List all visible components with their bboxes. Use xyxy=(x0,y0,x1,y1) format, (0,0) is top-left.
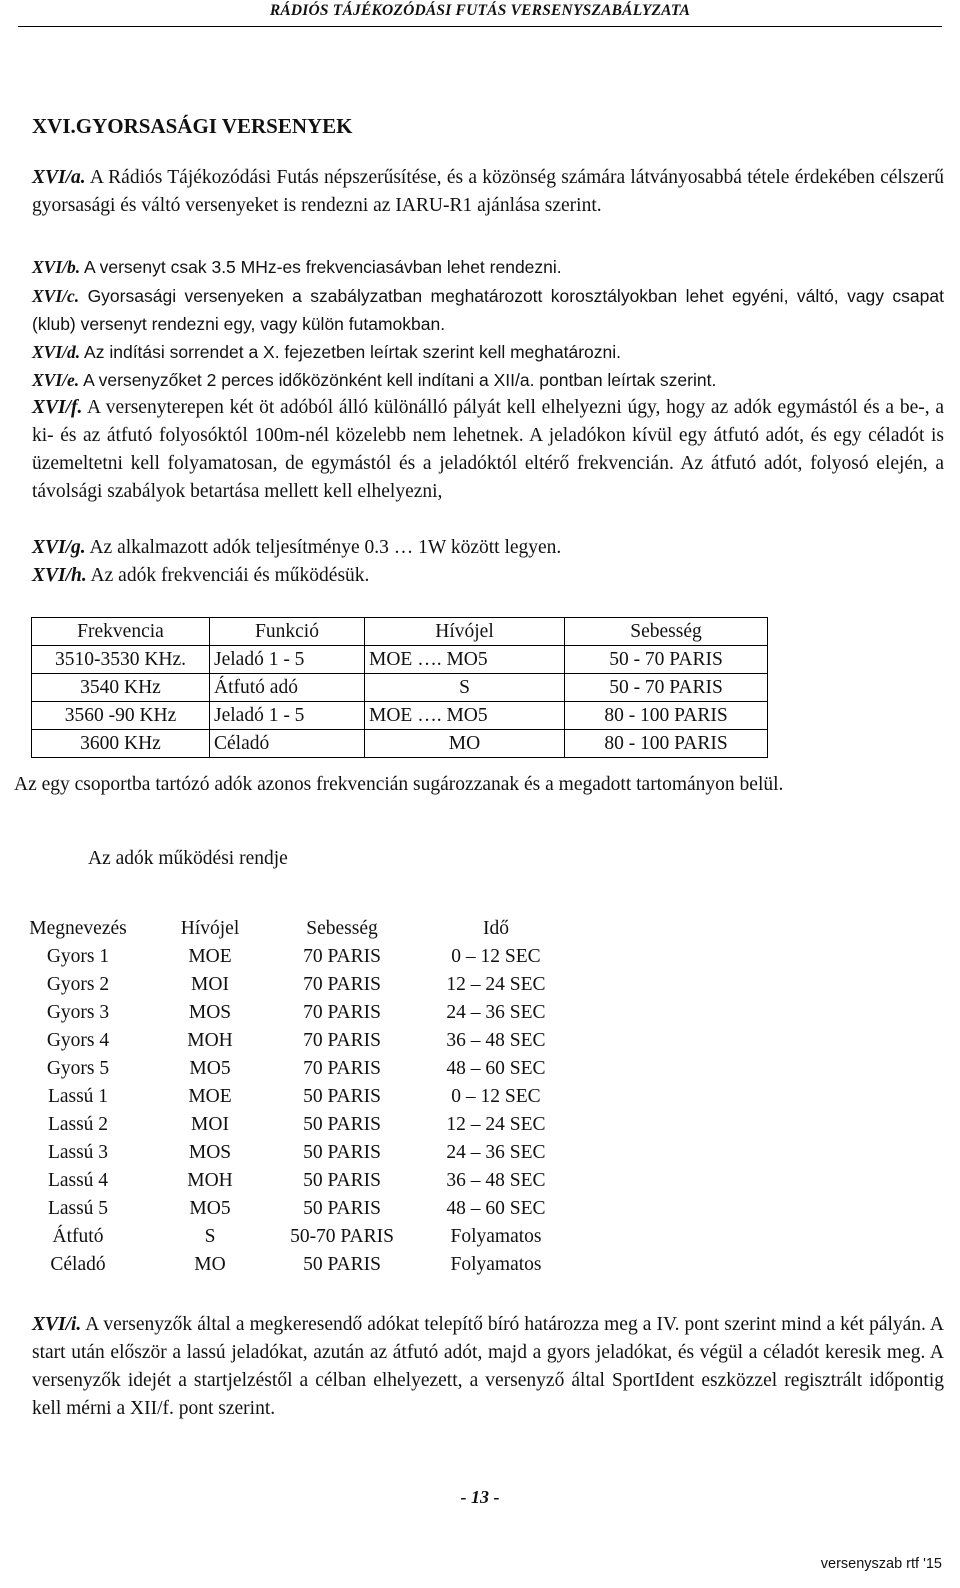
rule-xvi-e xyxy=(32,366,944,394)
cell-time: 48 – 60 SEC xyxy=(446,1198,546,1219)
rule-text: Az indítási sorrendet a X. fejezetben leírtak szerint kell meghatározni. xyxy=(80,342,621,362)
rule-text: A Rádiós Tájékozódási Futás népszerűsítése, és a közönség számára látványosabbá tétele érdekében célszerű gyorsasági és váltó versenyeket is rendezni az IARU-R1 ajánlása szerint. xyxy=(32,167,944,216)
cell-name: Lassú 5 xyxy=(47,1198,109,1219)
rule-text: A versenyzők által a megkeresendő adókat telepítő bíró határozza meg a IV. pont szerint mind a két pályán. A start után először a lassú jeladókat, azután az átfutó adót, majd a gyors jeladókat, és végül a céladót keresik meg. A versenyzők idejét a startjelzéstől a célban elhelyezett, a versenyző által SportIdent eszközzel regisztrált időpontig kell mérni a XII/f. pont szerint. xyxy=(32,1314,944,1419)
rule-text: A versenyterepen két öt adóból álló különálló pályát kell elhelyezni úgy, hogy az adók egymástól és a be-, a ki- és az átfutó folyosóktól 100m-nél közelebb nem lehetnek. A jeladókon kívül egy átfutó adót, és egy céladót is üzemeltetni kell folyamatosan, de egymástól és a jeladóktól eltérő frekvencián. Az átfutó adót, folyosó elején, a távolsági szabályok betartása mellett kell elhelyezni, xyxy=(32,397,944,502)
cell-speed: 50 PARIS xyxy=(303,1086,381,1107)
rule-label: XVI/i. xyxy=(32,1314,82,1335)
table-row xyxy=(14,1027,586,1055)
cell-name: Átfutó xyxy=(52,1226,104,1247)
column-header: Sebesség xyxy=(306,918,378,939)
cell-callsign: MOE …. MO5 xyxy=(365,702,565,730)
rule-text: Az alkalmazott adók teljesítménye 0.3 … 1W között legyen. xyxy=(85,537,562,558)
cell-speed: 70 PARIS xyxy=(303,1058,381,1079)
rule-xvi-c xyxy=(32,282,944,338)
cell-callsign: MO5 xyxy=(189,1198,231,1219)
file-name: versenyszab rtf '15 xyxy=(820,1556,942,1572)
cell-function: Jeladó 1 - 5 xyxy=(210,646,365,674)
column-header: Megnevezés xyxy=(29,918,127,939)
rule-label: XVI/b. xyxy=(32,257,81,277)
table-row xyxy=(14,1139,586,1167)
cell-time: Folyamatos xyxy=(450,1254,542,1275)
cell-speed: 50 PARIS xyxy=(303,1114,381,1135)
cell-frequency: 3600 KHz xyxy=(32,730,210,758)
cell-callsign: MOS xyxy=(188,1142,232,1163)
table-header-row xyxy=(32,618,768,646)
table-row xyxy=(14,1195,586,1223)
table-row xyxy=(32,674,768,702)
table-row xyxy=(32,702,768,730)
cell-time: Folyamatos xyxy=(450,1226,542,1247)
cell-name: Céladó xyxy=(50,1254,106,1275)
table-row xyxy=(14,1111,586,1139)
running-header: RÁDIÓS TÁJÉKOZÓDÁSI FUTÁS VERSENYSZABÁLYZATA xyxy=(269,2,691,19)
frequency-table xyxy=(31,617,768,758)
cell-name: Gyors 1 xyxy=(46,946,110,967)
cell-callsign: MOI xyxy=(191,1114,229,1135)
cell-name: Gyors 5 xyxy=(46,1058,110,1079)
rule-label: XVI/f. xyxy=(32,397,83,418)
column-header: Hívójel xyxy=(180,918,240,939)
cell-callsign: MOH xyxy=(187,1030,233,1051)
cell-speed: 70 PARIS xyxy=(303,974,381,995)
rule-xvi-i xyxy=(32,1311,944,1423)
cell-callsign: MOE xyxy=(188,1086,232,1107)
cell-function: Jeladó 1 - 5 xyxy=(210,702,365,730)
cell-time: 36 – 48 SEC xyxy=(446,1170,546,1191)
cell-time: 36 – 48 SEC xyxy=(446,1030,546,1051)
cell-speed: 50-70 PARIS xyxy=(290,1226,394,1247)
column-header: Funkció xyxy=(210,618,365,646)
cell-speed: 80 - 100 PARIS xyxy=(565,730,768,758)
cell-function: Céladó xyxy=(210,730,365,758)
table-row xyxy=(32,730,768,758)
cell-callsign: MO xyxy=(365,730,565,758)
rule-xvi-g xyxy=(32,534,944,562)
cell-time: 24 – 36 SEC xyxy=(446,1002,546,1023)
cell-frequency: 3510-3530 KHz. xyxy=(32,646,210,674)
column-header: Hívójel xyxy=(365,618,565,646)
rule-xvi-f xyxy=(32,394,944,506)
cell-callsign: MOE …. MO5 xyxy=(365,646,565,674)
cell-time: 24 – 36 SEC xyxy=(446,1142,546,1163)
cell-time: 12 – 24 SEC xyxy=(446,1114,546,1135)
schedule-title: Az adók működési rendje xyxy=(88,848,288,869)
cell-callsign: MOI xyxy=(191,974,229,995)
cell-speed: 50 - 70 PARIS xyxy=(565,646,768,674)
schedule-table xyxy=(14,915,586,1279)
rule-text: A versenyzőket 2 perces időközönként kell indítani a XII/a. pontban leírtak szerint. xyxy=(79,370,717,390)
table-row xyxy=(14,971,586,999)
cell-speed: 50 PARIS xyxy=(303,1170,381,1191)
rule-text: A versenyt csak 3.5 MHz-es frekvenciasávban lehet rendezni. xyxy=(80,257,562,277)
cell-name: Gyors 2 xyxy=(46,974,110,995)
cell-callsign: MOE xyxy=(188,946,232,967)
table-row xyxy=(14,1055,586,1083)
rule-label: XVI/h. xyxy=(32,565,87,586)
page-number: - 13 - xyxy=(460,1487,500,1507)
table-row xyxy=(14,1223,586,1251)
cell-time: 0 – 12 SEC xyxy=(451,946,541,967)
cell-name: Lassú 3 xyxy=(47,1142,109,1163)
rule-label: XVI/g. xyxy=(32,537,86,558)
section-title: XVI.GYORSASÁGI VERSENYEK xyxy=(32,114,353,138)
cell-time: 48 – 60 SEC xyxy=(446,1058,546,1079)
rule-label: XVI/a. xyxy=(32,167,86,188)
table-row xyxy=(32,646,768,674)
cell-name: Gyors 3 xyxy=(46,1002,110,1023)
cell-time: 12 – 24 SEC xyxy=(446,974,546,995)
rule-label: XVI/c. xyxy=(32,286,80,306)
rule-label: XVI/d. xyxy=(32,342,81,362)
rule-xvi-h xyxy=(32,562,944,590)
rule-text: Az adók frekvenciái és működésük. xyxy=(86,565,370,586)
rule-xvi-b xyxy=(32,253,944,281)
cell-callsign: MO5 xyxy=(189,1058,231,1079)
cell-name: Lassú 1 xyxy=(47,1086,109,1107)
cell-name: Lassú 4 xyxy=(47,1170,109,1191)
cell-speed: 50 PARIS xyxy=(303,1254,381,1275)
cell-time: 0 – 12 SEC xyxy=(451,1086,541,1107)
column-header: Frekvencia xyxy=(32,618,210,646)
rule-label: XVI/e. xyxy=(32,370,80,390)
table-row xyxy=(14,1251,586,1279)
frequency-note: Az egy csoportba tartózó adók azonos frekvencián sugározzanak és a megadott tartományon belül. xyxy=(14,774,784,795)
cell-speed: 80 - 100 PARIS xyxy=(565,702,768,730)
cell-callsign: MOS xyxy=(188,1002,232,1023)
cell-speed: 70 PARIS xyxy=(303,946,381,967)
cell-frequency: 3560 -90 KHz xyxy=(32,702,210,730)
table-row xyxy=(14,1167,586,1195)
rule-xvi-d xyxy=(32,338,944,366)
cell-speed: 50 - 70 PARIS xyxy=(565,674,768,702)
header-rule xyxy=(18,26,942,27)
rule-xvi-a xyxy=(32,164,944,220)
cell-speed: 50 PARIS xyxy=(303,1142,381,1163)
table-row xyxy=(14,1083,586,1111)
cell-frequency: 3540 KHz xyxy=(32,674,210,702)
column-header: Idő xyxy=(483,918,509,939)
cell-function: Átfutó adó xyxy=(210,674,365,702)
cell-callsign: S xyxy=(204,1226,216,1247)
cell-name: Gyors 4 xyxy=(46,1030,110,1051)
cell-name: Lassú 2 xyxy=(47,1114,109,1135)
cell-callsign: S xyxy=(365,674,565,702)
cell-speed: 70 PARIS xyxy=(303,1030,381,1051)
table-row xyxy=(14,943,586,971)
table-row xyxy=(14,999,586,1027)
column-header: Sebesség xyxy=(565,618,768,646)
cell-speed: 50 PARIS xyxy=(303,1198,381,1219)
cell-callsign: MOH xyxy=(187,1170,233,1191)
cell-callsign: MO xyxy=(194,1254,226,1275)
table-header-row xyxy=(14,915,586,943)
cell-speed: 70 PARIS xyxy=(303,1002,381,1023)
rule-text: Gyorsasági versenyeken a szabályzatban meghatározott korosztályokban lehet egyéni, váltó, vagy csapat (klub) versenyt rendezni egy, vagy külön futamokban. xyxy=(32,286,944,334)
